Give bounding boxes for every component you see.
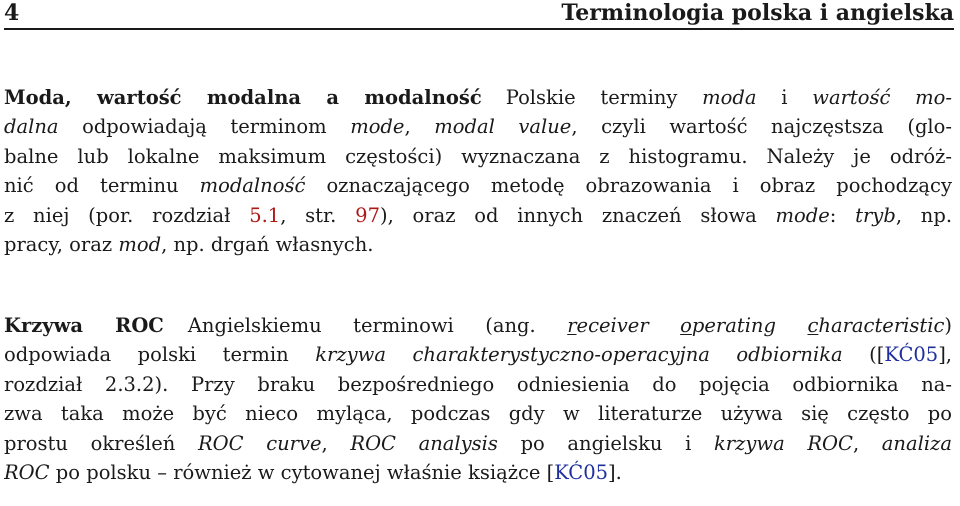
term-modalnosc: modalność <box>199 174 306 198</box>
text-run: po angielsku i <box>497 431 714 455</box>
text-run: , str. <box>280 203 356 227</box>
text-run: perating <box>691 314 808 337</box>
text-run: , <box>852 431 882 455</box>
term-tryb: tryb <box>855 203 896 227</box>
text-line <box>4 311 952 340</box>
term-mod: mod <box>118 233 162 257</box>
term-polish-roc: krzywa charakterystyczno-operacyjna odbiornika <box>315 343 843 367</box>
section-heading-moda: Moda, wartość modalna a modalność <box>4 86 482 109</box>
text-run: haracteristic <box>818 314 945 337</box>
text-run: pracy, oraz <box>4 233 119 257</box>
page-reference-link[interactable]: 97 <box>355 203 380 227</box>
text-run: ) <box>944 314 952 337</box>
term-wartosc-modalna-cont: dalna <box>4 115 59 139</box>
term-wartosc-modalna: wartość mo- <box>812 86 952 109</box>
text-run: , <box>321 431 351 455</box>
citation-link[interactable]: KĆ05 <box>884 343 939 367</box>
chapter-title: Terminologia polska i angielska <box>561 0 954 26</box>
text-line <box>4 429 952 458</box>
text-run: po polsku – również w cytowanej właśnie książce [ <box>49 461 555 485</box>
text-run: , czyli wartość najczęstsza (glo- <box>571 115 952 139</box>
text-run: ], <box>938 343 952 367</box>
term-roc-analysis: ROC analysis <box>350 431 498 455</box>
term-mode: mode <box>775 203 830 227</box>
acronym-letter-o: o <box>680 314 692 337</box>
text-line <box>4 112 952 141</box>
acronym-letter-c: c <box>807 314 819 337</box>
term-analiza: analiza <box>881 431 952 455</box>
text-run: , <box>404 115 435 139</box>
text-run: : <box>829 203 856 227</box>
text-line <box>4 340 952 369</box>
running-header <box>4 0 954 26</box>
text-run: Angielskiemu terminowi (ang. <box>187 314 568 337</box>
text-run: z niej (por. rozdział <box>4 203 250 227</box>
text-run: i <box>756 86 813 109</box>
text-run: prostu określeń <box>4 431 198 455</box>
header-rule <box>4 28 954 30</box>
text-run: Polskie terminy <box>505 86 703 109</box>
citation-link[interactable]: KĆ05 <box>554 461 609 485</box>
term-krzywa-roc: krzywa ROC <box>713 431 853 455</box>
text-run: odpowiada polski termin <box>4 343 316 367</box>
text-run: , np. <box>895 203 952 227</box>
text-line <box>4 201 952 230</box>
acronym-letter-r: r <box>567 314 577 337</box>
paragraph-roc <box>4 311 952 487</box>
section-reference-link[interactable]: 5.1 <box>249 203 281 227</box>
text-run: eceiver <box>576 314 681 337</box>
text-run: odpowiadają terminom <box>58 115 351 139</box>
paragraph-moda <box>4 83 952 259</box>
section-heading-roc: Krzywa ROC <box>4 314 164 337</box>
text-line <box>4 230 952 259</box>
term-mode: mode <box>350 115 405 139</box>
term-roc-curve: ROC curve <box>197 431 322 455</box>
text-run: ), oraz od innych znaczeń słowa <box>379 203 776 227</box>
text-run: ([ <box>842 343 885 367</box>
text-line <box>4 171 952 200</box>
term-moda: moda <box>702 86 757 109</box>
term-modal-value: modal value <box>434 115 572 139</box>
text-line: zwa taka może być nieco myląca, podczas gdy w literaturze używa się często po <box>4 402 952 426</box>
text-line <box>4 83 952 112</box>
text-line <box>4 458 952 487</box>
text-run: ]. <box>608 461 622 485</box>
page-number: 4 <box>4 0 20 26</box>
text-run: oznaczającego metodę obrazowania i obraz pochodzący <box>305 174 952 198</box>
text-line: rozdział 2.3.2). Przy braku bezpośredniego odniesienia do pojęcia odbiornika na- <box>4 372 952 396</box>
text-run: , np. drgań własnych. <box>161 233 374 257</box>
term-roc: ROC <box>4 461 50 485</box>
text-line: balne lub lokalne maksimum częstości) wyznaczana z histogramu. Należy je odróż- <box>4 144 952 168</box>
text-run: nić od terminu <box>4 174 200 198</box>
